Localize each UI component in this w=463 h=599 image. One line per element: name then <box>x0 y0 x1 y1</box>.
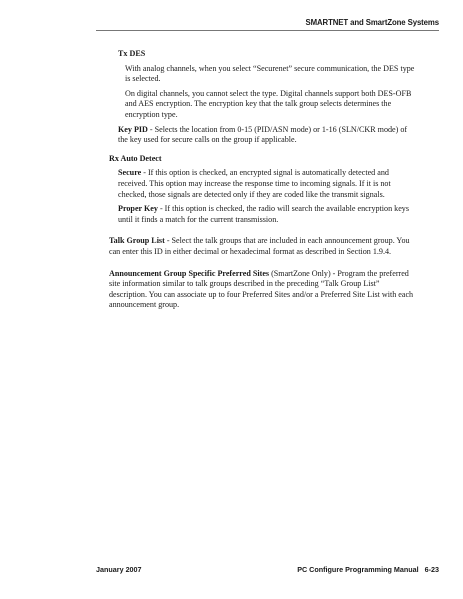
footer-manual-info <box>297 565 439 574</box>
talk-group-list-term: Talk Group List <box>109 236 165 246</box>
key-pid-section <box>0 125 463 146</box>
page-content <box>0 49 463 311</box>
tx-des-heading: Tx DES <box>118 49 146 58</box>
secure-text: - If this option is checked, an encrypted signal is automatically detected and received. This option may increase the response time to incoming signals. If it is not checked, those signals are detected only if they are coded like the transmit signals. <box>118 168 391 199</box>
announcement-paragraph <box>109 269 417 311</box>
announcement-term: Announcement Group Specific Preferred Sites <box>109 268 270 278</box>
running-header-title: SMARTNET and SmartZone Systems <box>305 18 439 27</box>
announcement-text: (SmartZone Only) - Program the preferred site information similar to talk groups described in the preceding “Talk Group List” description. You can associate up to four Preferred Sites and/or a Preferred Site List with each announcement group. <box>109 268 414 310</box>
talk-group-list-text: - Select the talk groups that are included in each announcement group. You can enter this ID in either decimal or hexadecimal format as described in Section 1.9.4. <box>109 236 410 256</box>
proper-key-paragraph <box>118 204 417 225</box>
key-pid-text: - Selects the location from 0-15 (PID/ASN mode) or 1-16 (SLN/CKR mode) of the key used for secure calls on the group if applicable. <box>118 124 408 145</box>
proper-key-term: Proper Key <box>118 204 158 214</box>
footer-date: January 2007 <box>96 565 142 574</box>
footer-page-number: 6-23 <box>424 565 439 574</box>
secure-paragraph <box>118 168 417 200</box>
secure-term: Secure <box>118 168 142 178</box>
tx-des-section <box>0 49 463 60</box>
rx-auto-detect-heading: Rx Auto Detect <box>109 153 162 163</box>
proper-key-text: - If this option is checked, the radio will search the available encryption keys until it finds a match for the current transmission. <box>118 204 409 224</box>
announcement-section <box>0 269 463 311</box>
header-divider <box>96 30 439 31</box>
talk-group-list-section <box>0 236 463 257</box>
tx-des-body <box>0 64 463 121</box>
key-pid-paragraph <box>118 125 417 146</box>
footer-manual-title: PC Configure Programming Manual <box>297 565 419 574</box>
tx-des-digital-paragraph: On digital channels, you cannot select the type. Digital channels support both DES-OFB and AES encryption. The encryption key that the talk group selects determines the encryption type. <box>125 88 412 119</box>
rx-auto-detect-section <box>0 154 463 165</box>
tx-des-analog-paragraph: With analog channels, when you select “Securenet” secure communication, the DES type is selected. <box>125 63 415 84</box>
talk-group-list-paragraph <box>109 236 417 257</box>
rx-auto-detect-body <box>0 168 463 225</box>
key-pid-term: Key PID <box>118 124 148 134</box>
